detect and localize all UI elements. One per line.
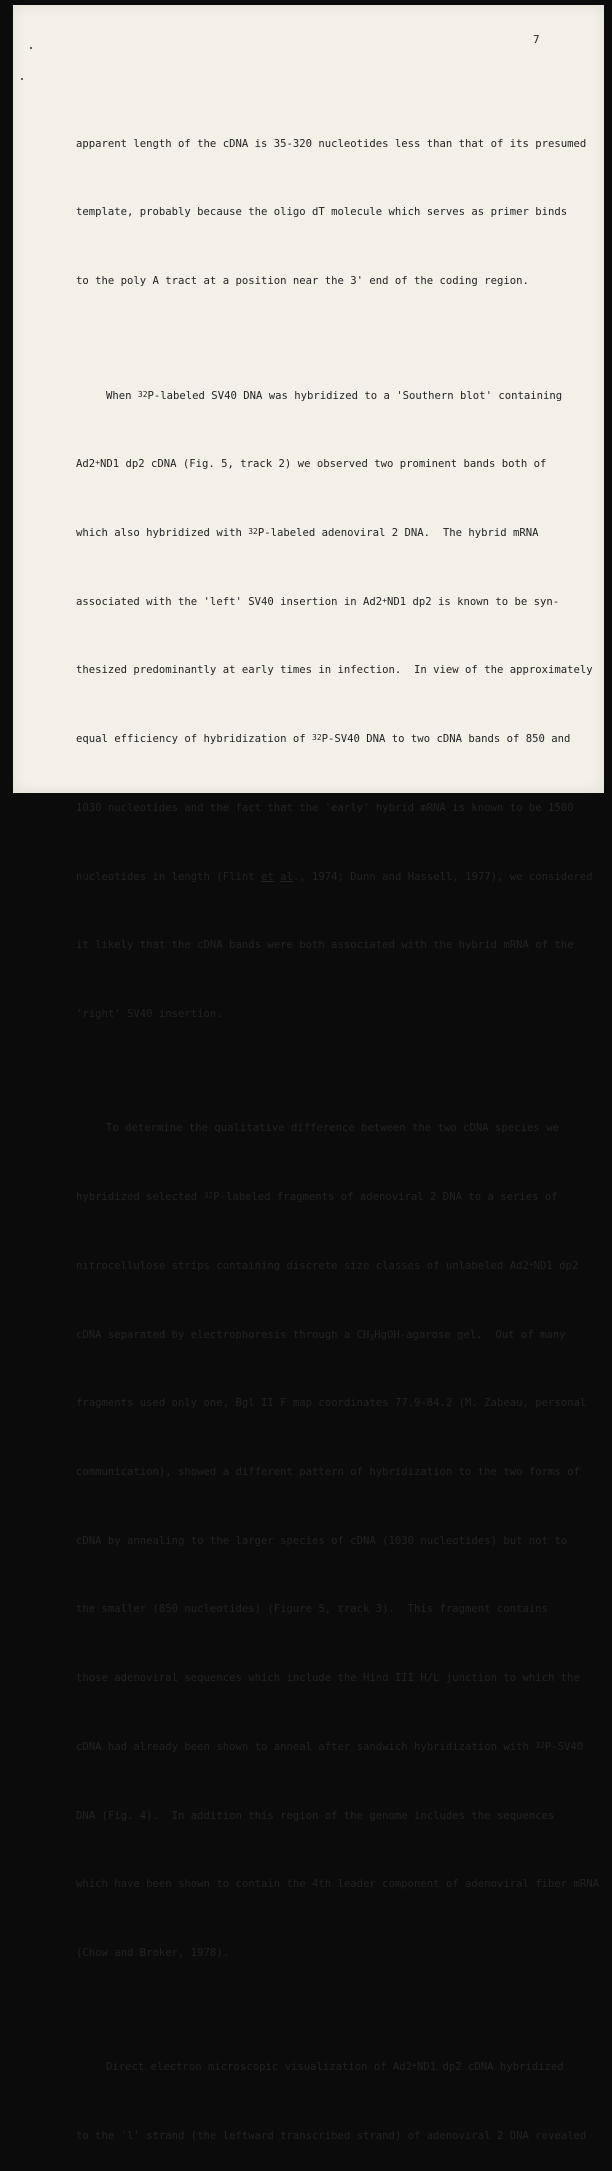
- text-line: thesized predominantly at early times in infection. In view of the approximately: [76, 664, 593, 677]
- text-line: fragments used only one, Bgl II F map coordinates 77.9-84.2 (M. Zabeau, personal: [76, 1397, 587, 1410]
- text-line: Direct electron microscopic visualization of Ad2+ND1 dp2 cDNA hybridized: [106, 2061, 564, 2074]
- paper-speck: [30, 47, 32, 49]
- text-line: the smaller (850 nucleotides) (Figure 5, track 3). This fragment contains: [76, 1603, 548, 1616]
- text-line: apparent length of the cDNA is 35-320 nucleotides less than that of its presumed: [76, 137, 587, 150]
- text-line: communication), showed a different pattern of hybridization to the two forms of: [76, 1466, 580, 1478]
- text-line: nitrocellulose strips containing discrete size classes of unlabeled Ad2+ND1 dp2: [76, 1259, 579, 1272]
- text-line: which also hybridized with $^{32}$P-labeled adenoviral 2 DNA. The hybrid mRNA: [76, 527, 539, 540]
- text-line: to the 'l' strand (the leftward transcribed strand) of adenoviral 2 DNA revealed: [76, 2130, 587, 2143]
- text-line: 1030 nucleotides and the fact that the 'early' hybrid mRNA is known to be 1500: [76, 801, 574, 814]
- text-line: template, probably because the oligo dT molecule which serves as primer binds: [76, 206, 568, 219]
- text-line: Ad2+ND1 dp2 cDNA (Fig. 5, track 2) we observed two prominent bands both of: [76, 458, 547, 471]
- text-line: DNA (Fig. 4). In addition this region of the genome includes the sequences: [76, 1809, 555, 1822]
- text-line: cDNA separated by electrophoresis through a $CH_3HgOH$-agarose gel. Out of many: [76, 1328, 566, 1342]
- text-line: To determine the qualitative difference between the two cDNA species we: [106, 1122, 559, 1135]
- text-line: to the poly A tract at a position near the 3' end of the coding region.: [76, 275, 529, 288]
- text-line: (Chow and Broker, 1978).: [76, 1946, 230, 1959]
- text-line: it likely that the cDNA bands were both associated with the hybrid mRNA of the: [76, 939, 574, 952]
- text-line: which have been shown to contain the 4th leader component of adenoviral fiber mRNA: [76, 1878, 599, 1891]
- page-number: 7: [533, 33, 540, 46]
- text-line: 'right' SV40 insertion.: [76, 1007, 223, 1020]
- text-line: cDNA by annealing to the larger species of cDNA (1030 nucleotides) but not to: [76, 1534, 568, 1547]
- paper-speck: [21, 78, 23, 80]
- text-line: When $^{32}$P-labeled SV40 DNA was hybridized to a 'Southern blot' containing: [106, 389, 563, 402]
- text-line: hybridized selected $^{32}$P-labeled fragments of adenoviral 2 DNA to a series of: [76, 1191, 558, 1204]
- text-line: equal efficiency of hybridization of $^{32}$P-SV40 DNA to two cDNA bands of 850 and: [76, 733, 571, 746]
- text-line: those adenoviral sequences which include the Hind III H/L junction to which the: [76, 1672, 580, 1685]
- text-line: associated with the 'left' SV40 insertion in Ad2+ND1 dp2 is known to be syn-: [76, 595, 560, 608]
- text-line: nucleotides in length (Flint et al., 1974; Dunn and Hassell, 1977), we considered: [76, 870, 593, 883]
- body-text: [76, 64, 599, 2171]
- text-line: cDNA had already been shown to anneal after sandwich hybridization with $^{32}$P-SV40: [76, 1740, 584, 1753]
